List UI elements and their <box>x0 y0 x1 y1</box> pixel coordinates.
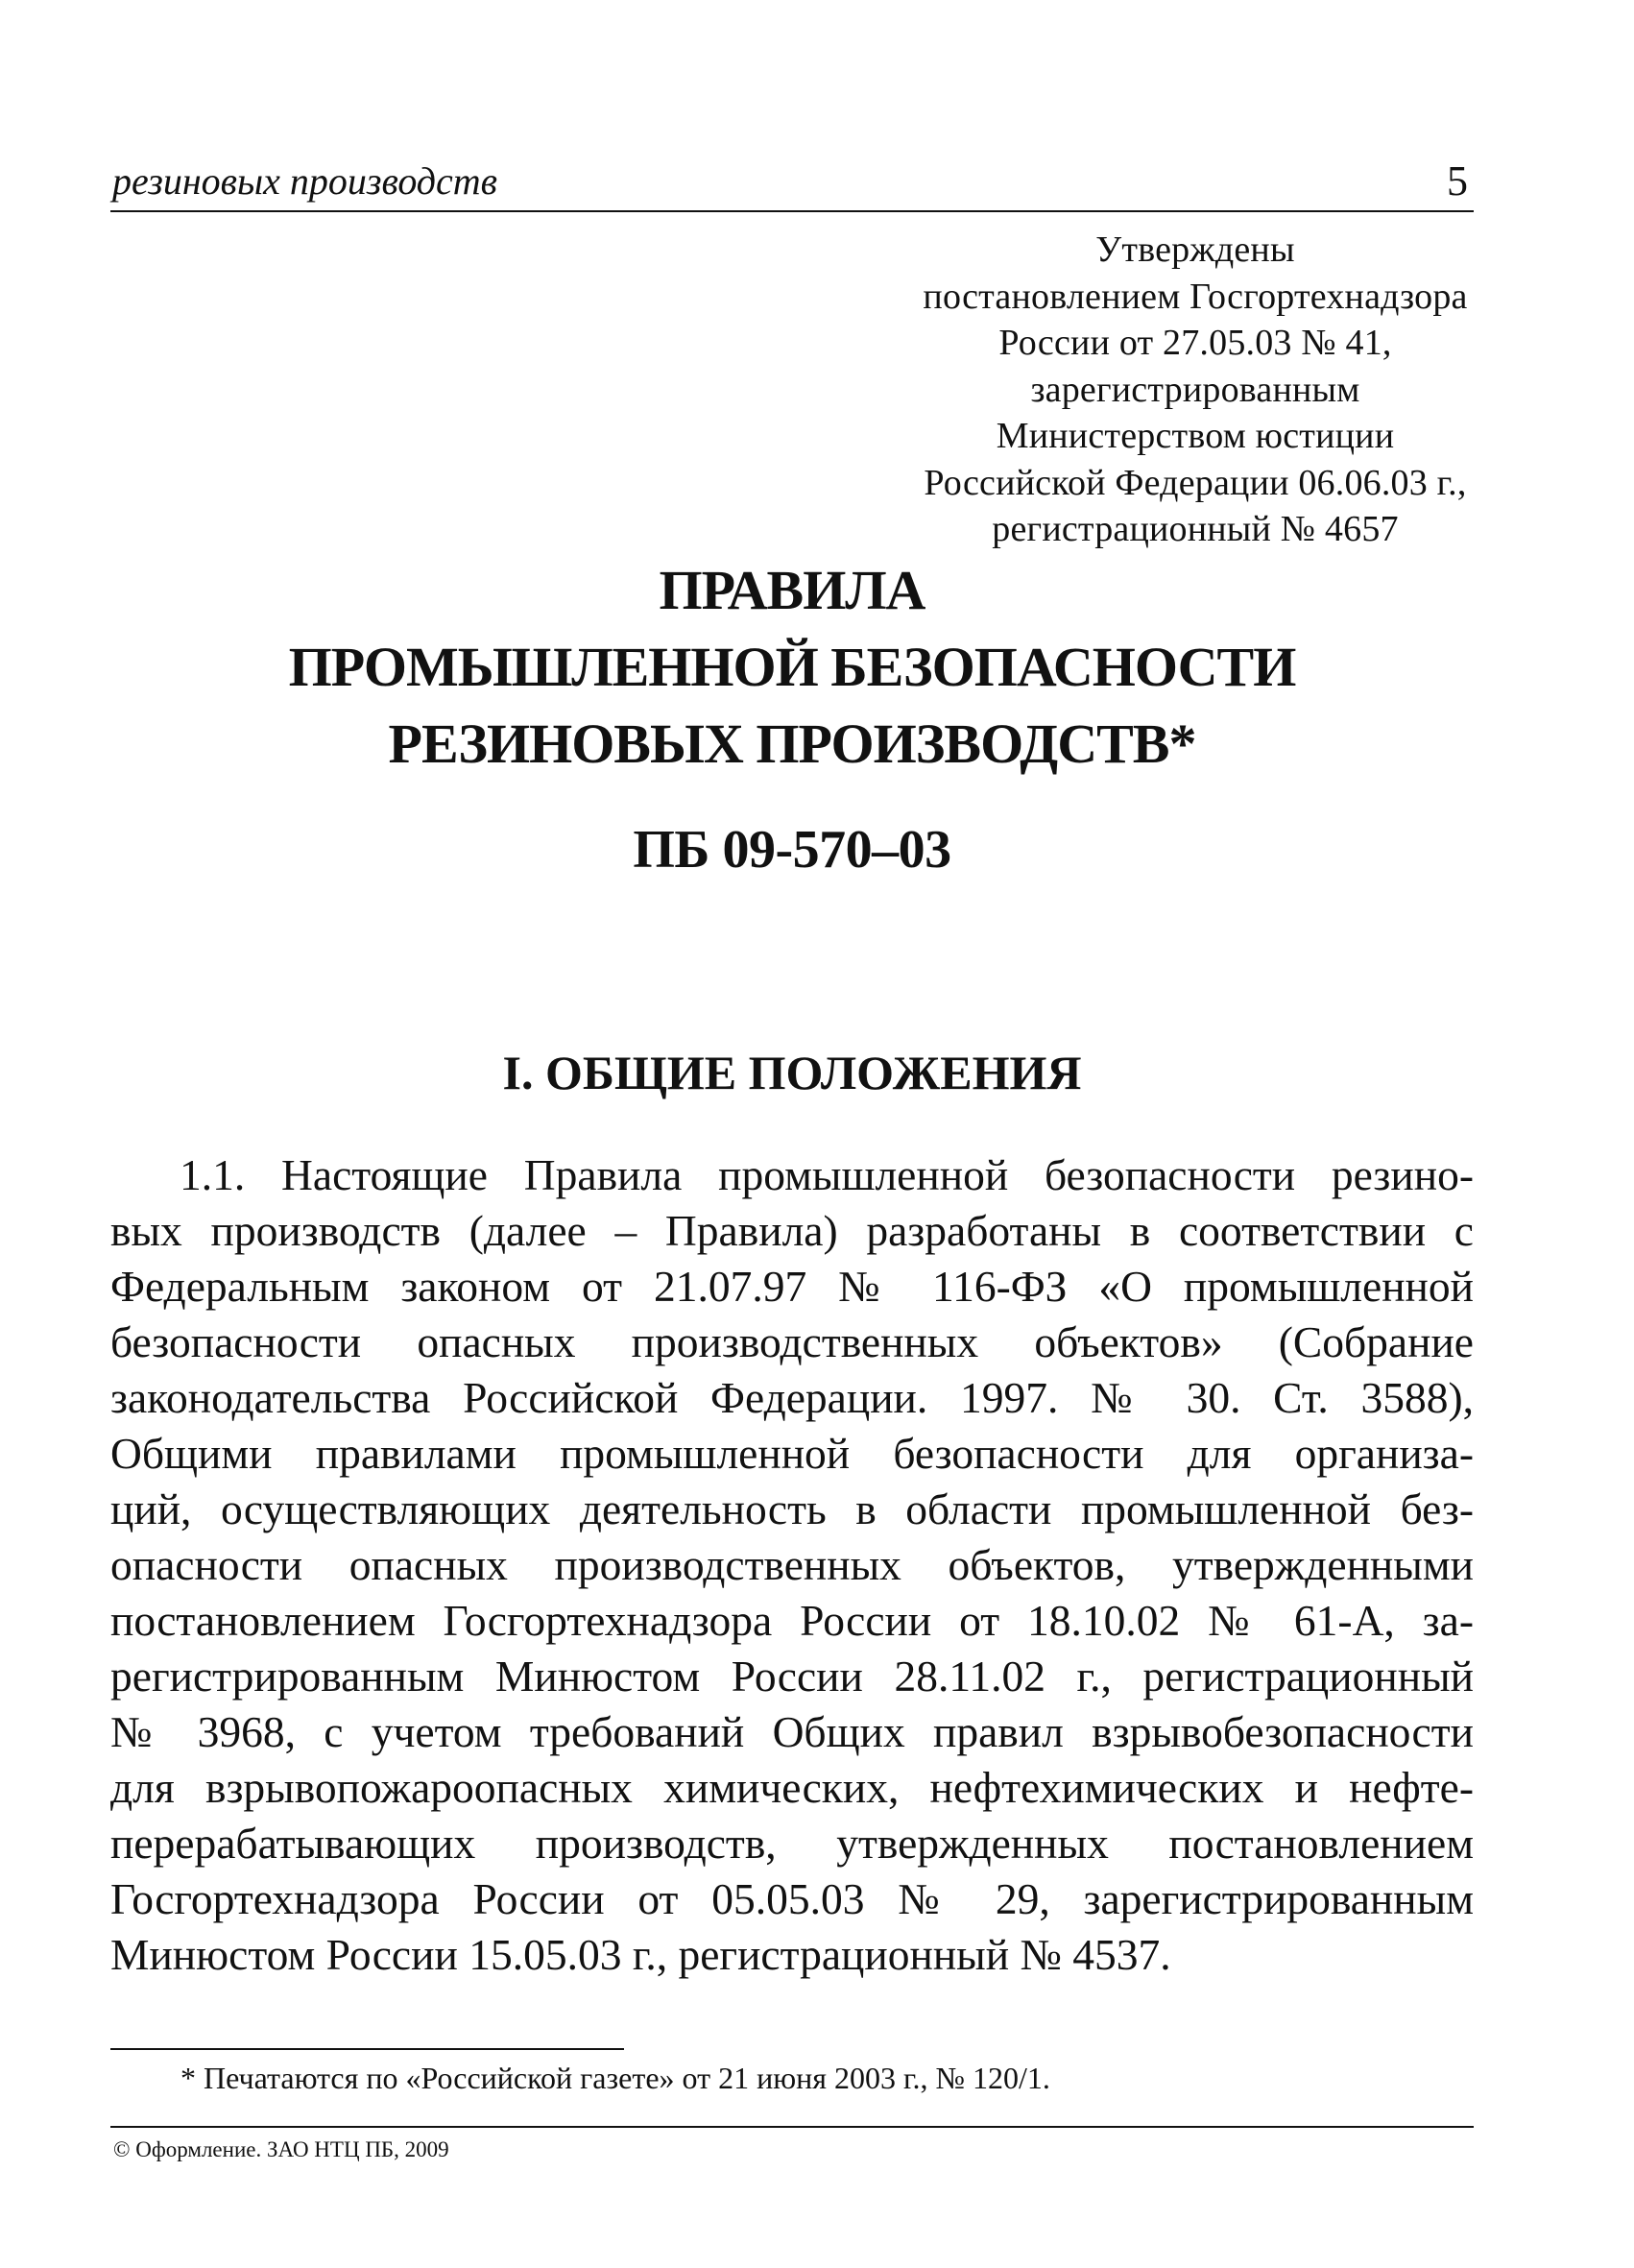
paragraph-line: вых производств (далее – Правила) разработаны в соответствии с <box>110 1206 1474 1255</box>
approval-block <box>859 227 1531 553</box>
copyright-divider <box>110 2126 1474 2128</box>
paragraph-line: перерабатывающих производств, утвержденных постановлением <box>110 1819 1474 1868</box>
paragraph-line: Минюстом России 15.05.03 г., регистрационный № 4537. <box>110 1930 1171 1979</box>
document-title <box>264 552 1320 783</box>
section-heading: I. ОБЩИЕ ПОЛОЖЕНИЯ <box>502 1046 1082 1099</box>
running-header-title: резиновых производств <box>112 159 498 203</box>
footnote: * Печатаются по «Российской газете» от 21 июня 2003 г., № 120/1. <box>180 2061 1050 2095</box>
approval-line: зарегистрированным <box>1030 369 1360 410</box>
paragraph-line: Федеральным законом от 21.07.97 № 116-ФЗ «О промышленной <box>110 1262 1474 1311</box>
paragraph-line: опасности опасных производственных объектов, утвержденными <box>110 1540 1474 1589</box>
title-line: ПРАВИЛА <box>659 559 925 621</box>
document-page <box>110 0 1474 2268</box>
approval-line: России от 27.05.03 № 41, <box>998 323 1392 363</box>
paragraph-line: законодательства Российской Федерации. 1997. № 30. Ст. 3588), <box>110 1373 1474 1422</box>
approval-line: постановлением Госгортехнадзора <box>923 276 1468 317</box>
approval-line: Утверждены <box>1095 229 1295 270</box>
paragraph-line: № 3968, с учетом требований Общих правил взрывобезопасности <box>110 1707 1474 1756</box>
paragraph-line: ций, осуществляющих деятельность в области промышленной без- <box>110 1484 1474 1533</box>
paragraph-line: безопасности опасных производственных объектов» (Собрание <box>110 1317 1474 1366</box>
paragraph-line: 1.1. Настоящие Правила промышленной безопасности резино- <box>180 1150 1474 1199</box>
paragraph-line: для взрывопожароопасных химических, нефтехимических и нефте- <box>110 1763 1474 1812</box>
paragraph-1-1 <box>110 1147 1474 1983</box>
title-line: РЕЗИНОВЫХ ПРОИЗВОДСТВ* <box>388 712 1196 775</box>
copyright-notice: © Оформление. ЗАО НТЦ ПБ, 2009 <box>113 2137 449 2161</box>
approval-line: Российской Федерации 06.06.03 г., <box>924 462 1467 503</box>
approval-line: Министерством юстиции <box>996 416 1395 456</box>
approval-line: регистрационный № 4657 <box>992 509 1399 549</box>
page-number: 5 <box>1447 157 1468 205</box>
footnote-divider <box>110 2048 624 2050</box>
title-line: ПРОМЫШЛЕННОЙ БЕЗОПАСНОСТИ <box>288 636 1296 698</box>
paragraph-line: регистрированным Минюстом России 28.11.02 г., регистрационный <box>110 1652 1474 1701</box>
paragraph-line: Общими правилами промышленной безопасности для организа- <box>110 1429 1474 1478</box>
running-header <box>110 157 1474 212</box>
paragraph-line: Госгортехнадзора России от 05.05.03 № 29, зарегистрированным <box>110 1874 1474 1923</box>
document-code: ПБ 09-570–03 <box>633 820 951 880</box>
paragraph-line: постановлением Госгортехнадзора России от 18.10.02 № 61-А, за- <box>110 1596 1474 1645</box>
